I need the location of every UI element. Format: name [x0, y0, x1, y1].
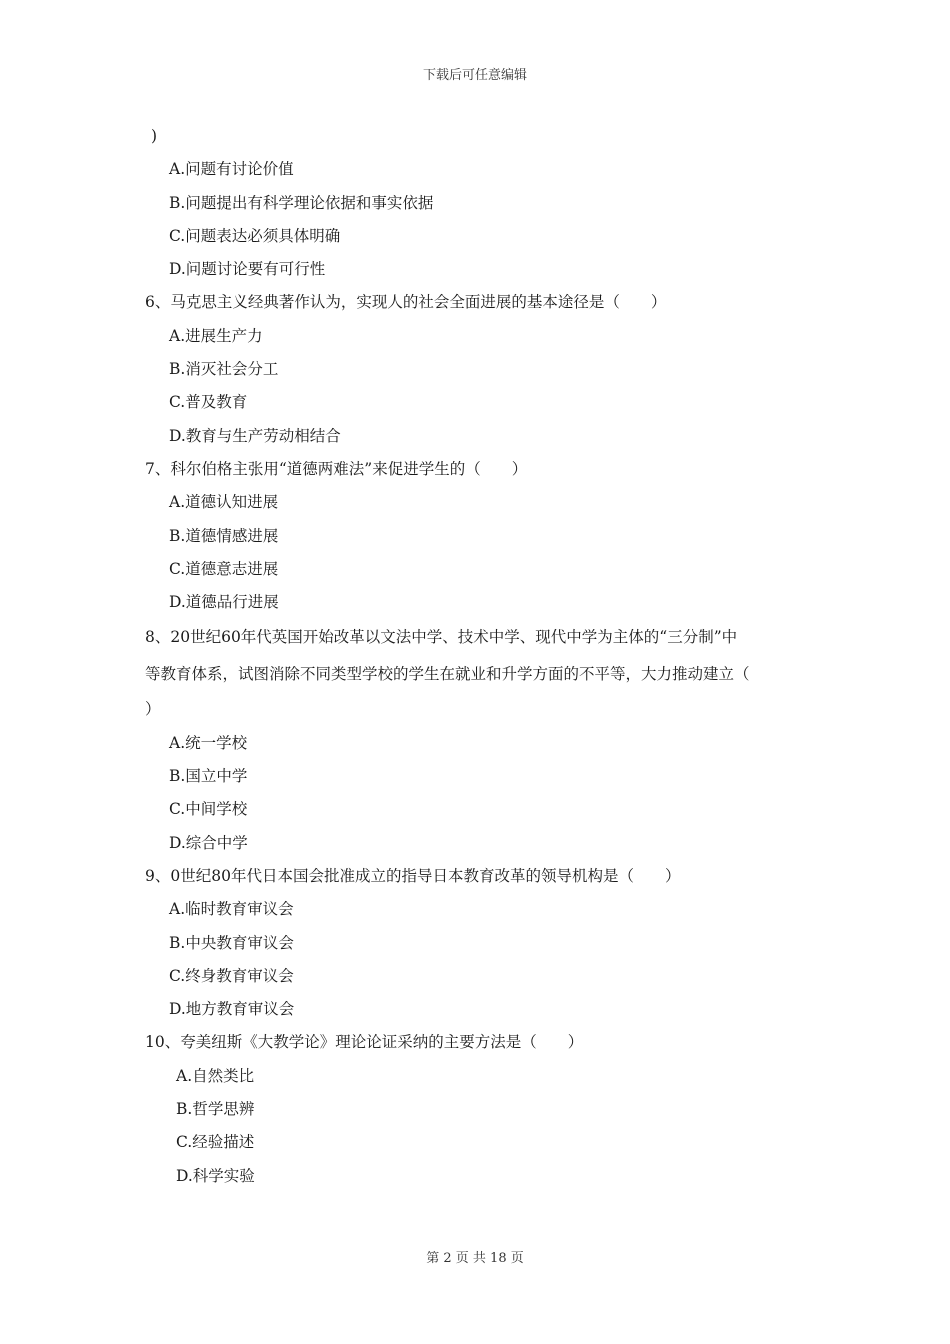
- question-9-stem: 9、0世纪80年代日本国会批准成立的指导日本教育改革的领导机构是（ ）: [145, 866, 681, 885]
- question-6-stem: 6、马克思主义经典著作认为，实现人的社会全面进展的基本途径是（ ）: [145, 293, 667, 312]
- question-6-option-d: D.教育与生产劳动相结合: [169, 426, 341, 445]
- question-10-stem: 10、夸美纽斯《大教学论》理论论证采纳的主要方法是（ ）: [145, 1033, 584, 1052]
- question-7-stem: 7、科尔伯格主张用“道德两难法”来促进学生的（ ）: [145, 459, 528, 478]
- page-content: [145, 120, 815, 1193]
- question-10-option-a: A.自然类比: [176, 1066, 255, 1085]
- question-8-stem-line-3: ）: [145, 700, 161, 719]
- page-header: 下载后可任意编辑: [422, 68, 527, 83]
- question-10-option-c: C.经验描述: [176, 1133, 255, 1152]
- question-8-option-a: A.统一学校: [169, 733, 248, 752]
- question-10-option-b: B.哲学思辨: [176, 1100, 255, 1119]
- question-7-option-a: A.道德认知进展: [169, 493, 279, 512]
- question-10-option-d: D.科学实验: [176, 1166, 255, 1185]
- question-9-option-d: D.地方教育审议会: [169, 1000, 295, 1019]
- question-9-option-c: C.终身教育审议会: [169, 966, 294, 985]
- question-8-stem-line-2: 等教育体系，试图消除不同类型学校的学生在就业和升学方面的不平等，大力推动建立（: [145, 665, 750, 684]
- question-9-option-b: B.中央教育审议会: [169, 933, 294, 952]
- question-8-option-b: B.国立中学: [169, 767, 248, 786]
- question-6-option-b: B.消灭社会分工: [169, 360, 279, 379]
- question-8-option-d: D.综合中学: [169, 833, 248, 852]
- question-5-option-b: B.问题提出有科学理论依据和事实依据: [169, 193, 434, 212]
- question-7-option-c: C.道德意志进展: [169, 559, 279, 578]
- question-9-option-a: A.临时教育审议会: [169, 900, 294, 919]
- question-5-option-d: D.问题讨论要有可行性: [169, 260, 326, 279]
- question-7-option-d: D.道德品行进展: [169, 593, 279, 612]
- question-5-option-c: C.问题表达必须具体明确: [169, 226, 341, 245]
- question-6-option-a: A.进展生产力: [169, 326, 263, 345]
- question-8-option-c: C.中间学校: [169, 800, 248, 819]
- question-5-closing-paren: ): [151, 127, 158, 145]
- question-5-option-a: A.问题有讨论价值: [169, 160, 294, 179]
- question-6-option-c: C.普及教育: [169, 393, 248, 412]
- page-footer: 第 2 页 共 18 页: [426, 1251, 524, 1266]
- question-7-option-b: B.道德情感进展: [169, 526, 279, 545]
- question-8-stem-line-1: 8、20世纪60年代英国开始改革以文法中学、技术中学、现代中学为主体的“三分制”中: [145, 628, 738, 647]
